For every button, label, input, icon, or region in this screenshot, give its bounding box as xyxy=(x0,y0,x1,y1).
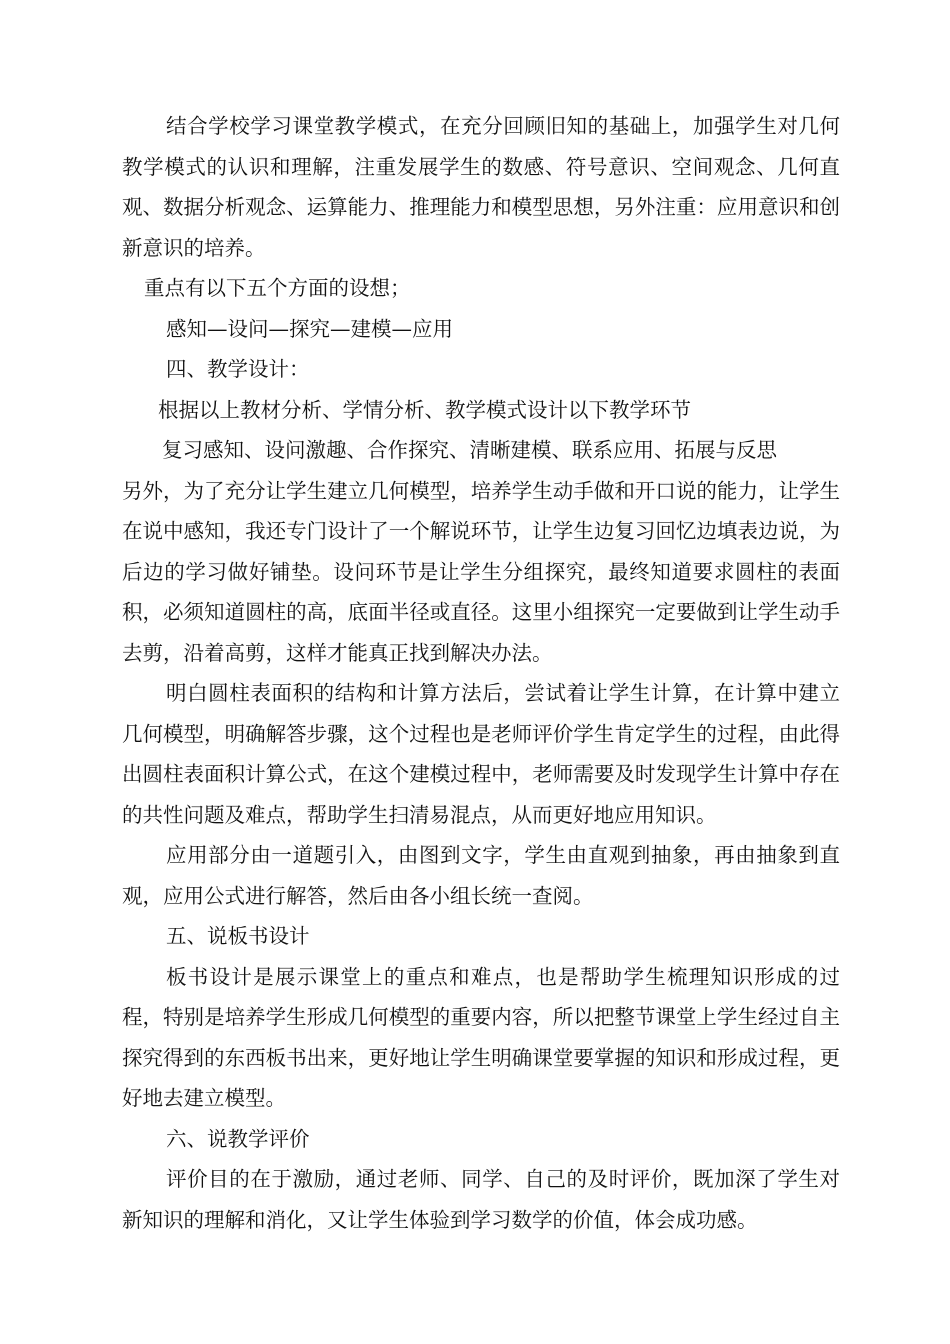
section-heading-board-design: 五、说板书设计 xyxy=(166,924,310,948)
paragraph-surface-area-modeling: 明白圆柱表面积的结构和计算方法后，尝试着让学生计算，在计算中建立几何模型，明确解答步骤，这个过程也是老师评价学生肯定学生的过程，由此得出圆柱表面积计算公式，在这个建模过程中，老师需要及时发现学生计算中存在的共性问题及难点，帮助学生扫清易混点，从而更好地应用知识。 xyxy=(122,681,840,827)
paragraph-key-points-intro: 重点有以下五个方面的设想； xyxy=(144,276,411,300)
paragraph-teaching-steps: 复习感知、设问激趣、合作探究、清晰建模、联系应用、拓展与反思 xyxy=(162,438,777,462)
paragraph-explanation-segment: 另外，为了充分让学生建立几何模型，培养学生动手做和开口说的能力，让学生在说中感知，我还专门设计了一个解说环节，让学生边复习回忆边填表边说，为后边的学习做好铺垫。设问环节是让学生分组探究，最终知道要求圆柱的表面积，必须知道圆柱的高，底面半径或直径。这里小组探究一定要做到让学生动手去剪，沿着高剪，这样才能真正找到解决办法。 xyxy=(122,478,840,665)
paragraph-evaluation: 评价目的在于激励，通过老师、同学、自己的及时评价，既加深了学生对新知识的理解和消化，又让学生体验到学习数学的价值，体会成功感。 xyxy=(122,1167,840,1232)
document-body xyxy=(122,106,840,1240)
paragraph-application: 应用部分由一道题引入，由图到文字，学生由直观到抽象，再由抽象到直观，应用公式进行解答，然后由各小组长统一查阅。 xyxy=(122,843,840,908)
paragraph-teaching-mode: 结合学校学习课堂教学模式，在充分回顾旧知的基础上，加强学生对几何教学模式的认识和理解，注重发展学生的数感、符号意识、空间观念、几何直观、数据分析观念、运算能力、推理能力和模型思想，另外注重：应用意识和创新意识的培养。 xyxy=(122,114,840,260)
section-heading-evaluation: 六、说教学评价 xyxy=(166,1126,310,1151)
section-heading-teaching-design: 四、教学设计： xyxy=(166,357,310,381)
paragraph-design-basis: 根据以上教材分析、学情分析、教学模式设计以下教学环节 xyxy=(158,397,691,422)
paragraph-process-flow: 感知—设问—探究—建模—应用 xyxy=(166,316,453,341)
paragraph-board-design: 板书设计是展示课堂上的重点和难点，也是帮助学生梳理知识形成的过程，特别是培养学生形成几何模型的重要内容，所以把整节课堂上学生经过自主探究得到的东西板书出来，更好地让学生明确课堂要掌握的知识和形成过程，更好地去建立模型。 xyxy=(122,964,840,1110)
